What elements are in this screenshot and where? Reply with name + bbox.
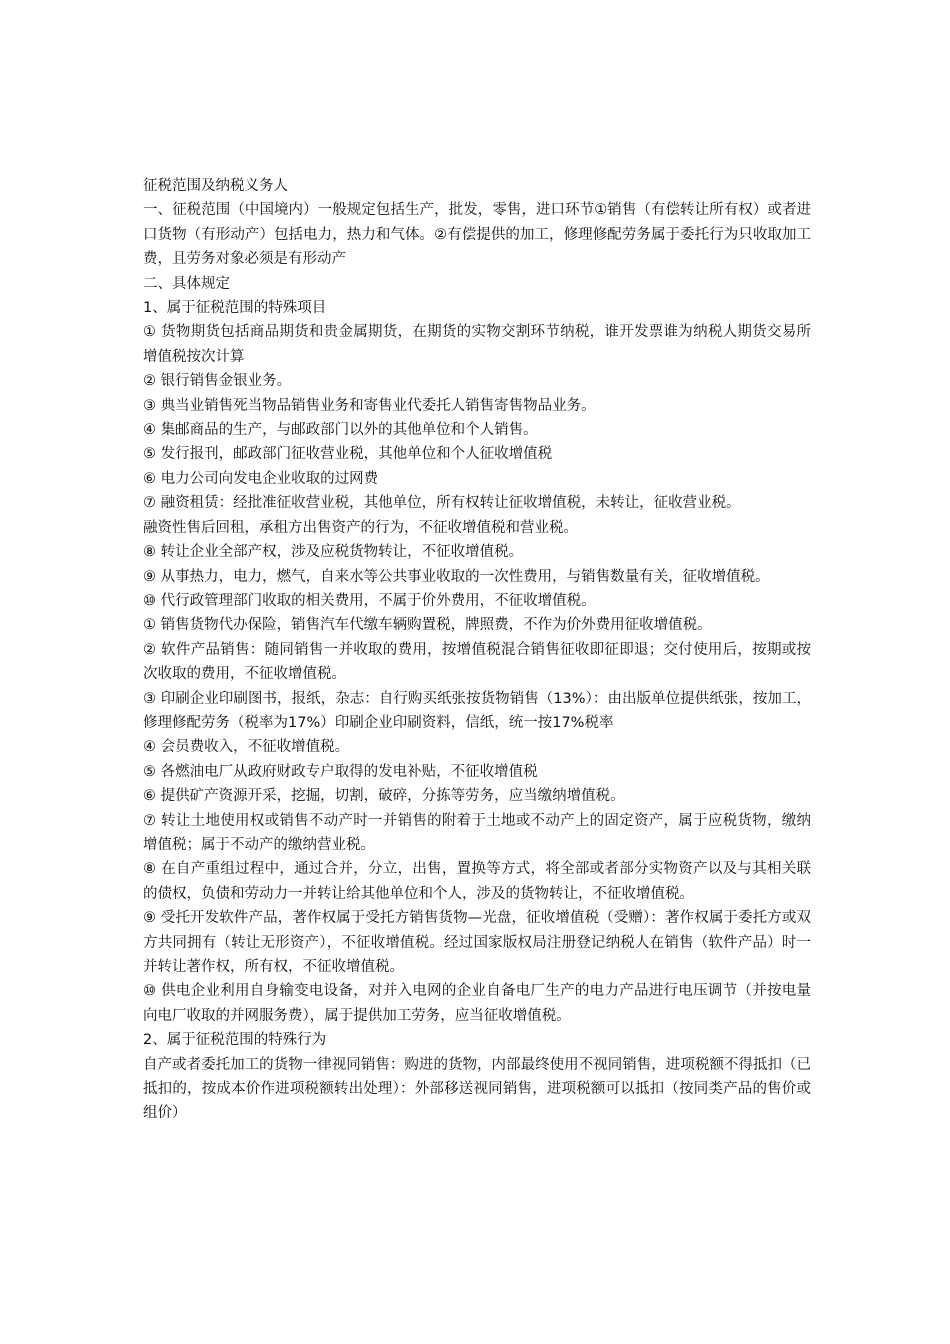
special-item-12: ② 软件产品销售：随同销售一并收取的费用，按增值税混合销售征收即征即退；交付使用后，按期或按次收取的费用，不征收增值税。 <box>143 641 811 683</box>
special-item-8: ⑧ 转让企业全部产权，涉及应税货物转让，不征收增值税。 <box>143 544 524 561</box>
special-behavior-paragraph: 自产或者委托加工的货物一律视同销售：购进的货物，内部最终使用不视同销售，进项税额不得抵扣（已抵扣的，按成本价作进项税额转出处理）：外部移送视同销售，进项税额可以抵扣（按同类产品的售价或组价） <box>143 1056 811 1122</box>
special-item-4: ④ 集邮商品的生产，与邮政部门以外的其他单位和个人销售。 <box>143 422 538 439</box>
special-item-5: ⑤ 发行报刊，邮政部门征收营业税，其他单位和个人征收增值税 <box>143 446 553 463</box>
special-item-19: ⑨ 受托开发软件产品，著作权属于受托方销售货物—光盘，征收增值税（受赠）：著作权属于委托方或双方共同拥有（转让无形资产），不征收增值税。经过国家版权局注册登记纳税人在销售（软件产品）时一并转让著作权，所有权，不征收增值税。 <box>143 910 811 975</box>
special-item-6: ⑥ 电力公司向发电企业收取的过网费 <box>143 470 379 487</box>
document-title: 征税范围及纳税义务人 <box>143 178 288 194</box>
section-2-heading: 二、具体规定 <box>143 275 230 292</box>
document-page <box>143 174 811 1126</box>
special-item-9: ⑨ 从事热力，电力，燃气，自来水等公共事业收取的一次性费用，与销售数量有关，征收增值税。 <box>143 568 770 585</box>
special-item-15: ⑤ 各燃油电厂从政府财政专户取得的发电补贴，不征收增值税 <box>143 763 538 780</box>
special-item-2: ② 银行销售金银业务。 <box>143 373 292 390</box>
subsection-2-heading: 2、属于征税范围的特殊行为 <box>143 1032 327 1049</box>
special-item-7: ⑦ 融资租赁：经批准征收营业税，其他单位，所有权转让征收增值税，未转让，征收营业税。 <box>143 495 741 512</box>
special-item-16: ⑥ 提供矿产资源开采，挖掘，切割，破碎，分拣等劳务，应当缴纳增值税。 <box>143 788 625 805</box>
special-item-14: ④ 会员费收入，不征收增值税。 <box>143 739 350 756</box>
subsection-1-heading: 1、属于征税范围的特殊项目 <box>143 300 327 317</box>
special-item-17: ⑦ 转让土地使用权或销售不动产时一并销售的附着于土地或不动产上的固定资产，属于应税货物，缴纳增值税；属于不动产的缴纳营业税。 <box>143 812 811 853</box>
special-item-13: ③ 印刷企业印刷图书，报纸，杂志：自行购买纸张按货物销售（13%）：由出版单位提供纸张，按加工，修理修配劳务（税率为17%）印刷企业印刷资料，信纸，统一按17%税率 <box>143 690 811 731</box>
special-item-11: ① 销售货物代办保险，销售汽车代缴车辆购置税，牌照费，不作为价外费用征收增值税。 <box>143 617 712 634</box>
special-item-18: ⑧ 在自产重组过程中，通过合并，分立，出售，置换等方式，将全部或者部分实物资产以及与其相关联的债权，负债和劳动力一并转让给其他单位和个人，涉及的货物转让，不征收增值税。 <box>143 861 811 902</box>
special-item-10: ⑩ 代行政管理部门收取的相关费用，不属于价外费用，不征收增值税。 <box>143 592 596 609</box>
section-1-general-scope: 一、征税范围（中国境内）一般规定包括生产，批发，零售，进口环节①销售（有偿转让所有权）或者进口货物（有形动产）包括电力，热力和气体。②有偿提供的加工，修理修配劳务属于委托行为只收取加工费，且劳务对象必须是有形动产 <box>143 202 811 268</box>
special-item-1: ① 货物期货包括商品期货和贵金属期货，在期货的实物交割环节纳税，谁开发票谁为纳税人期货交易所增值税按次计算 <box>143 324 811 365</box>
special-item-3: ③ 典当业销售死当物品销售业务和寄售业代委托人销售寄售物品业务。 <box>143 397 596 414</box>
special-item-20: ⑩ 供电企业利用自身输变电设备，对并入电网的企业自备电厂生产的电力产品进行电压调节（并按电量向电厂收取的并网服务费），属于提供加工劳务，应当征收增值税。 <box>143 983 811 1024</box>
special-item-7-note: 融资性售后回租，承租方出售资产的行为，不征收增值税和营业税。 <box>143 519 578 536</box>
